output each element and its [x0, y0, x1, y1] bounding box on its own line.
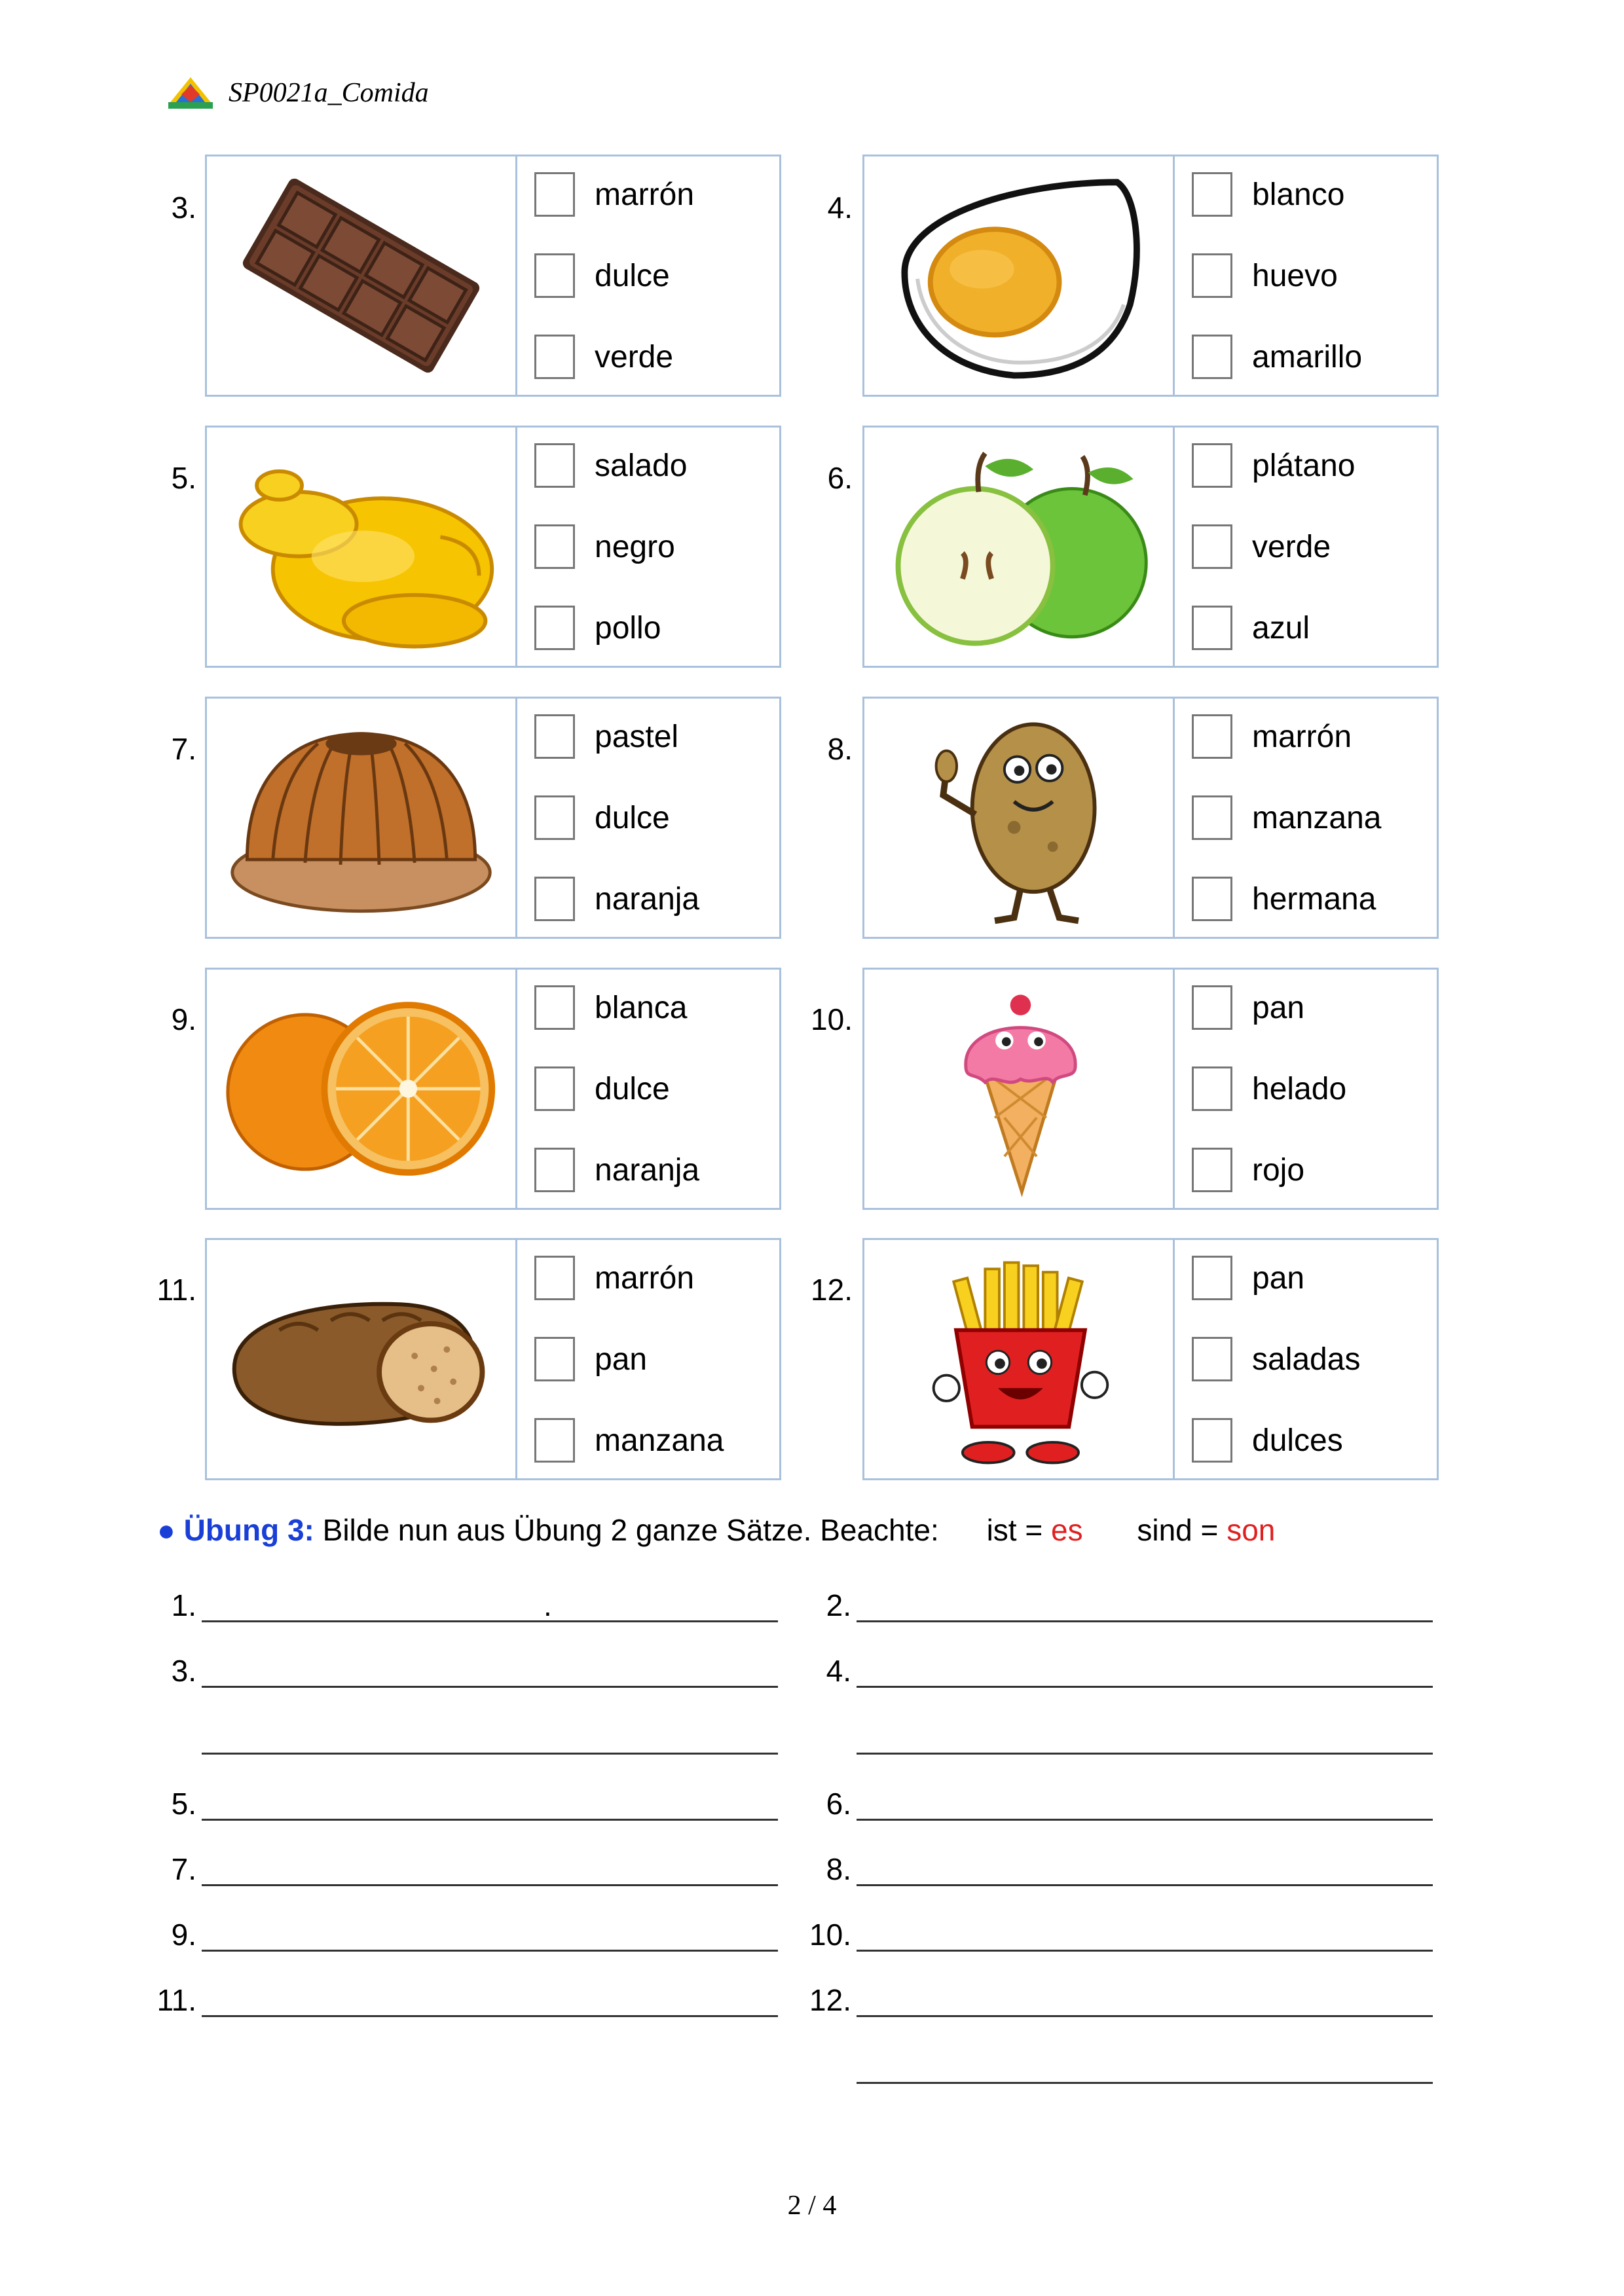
checkbox[interactable] — [534, 443, 575, 488]
potato-character-image — [864, 699, 1173, 937]
answer-line[interactable] — [857, 1686, 1433, 1688]
item-number: 8. — [827, 732, 853, 766]
answer-line[interactable] — [202, 2015, 778, 2017]
checkbox[interactable] — [1192, 606, 1232, 650]
checkbox[interactable] — [1192, 443, 1232, 488]
exercise-item-8 — [862, 697, 1439, 939]
option-row — [1192, 1253, 1304, 1303]
rule-ist: ist = — [986, 1513, 1043, 1547]
option-label: pan — [1252, 1260, 1305, 1296]
oranges-image — [207, 970, 515, 1208]
answer-line[interactable] — [202, 1620, 778, 1622]
food-picture — [207, 1240, 517, 1478]
answer-line[interactable] — [857, 2082, 1433, 2084]
bread-loaf-image — [207, 1240, 515, 1478]
checkbox[interactable] — [534, 1148, 575, 1192]
option-label: pollo — [595, 610, 661, 646]
option-row — [534, 1334, 647, 1384]
option-label: marrón — [595, 177, 695, 212]
option-row — [534, 1145, 699, 1195]
answer-line[interactable] — [857, 1950, 1433, 1952]
checkbox[interactable] — [534, 1418, 575, 1463]
checkbox[interactable] — [534, 1256, 575, 1300]
option-label: blanca — [595, 990, 688, 1025]
option-label: saladas — [1252, 1341, 1361, 1377]
answer-line[interactable] — [857, 1884, 1433, 1886]
item-number: 12. — [811, 1273, 853, 1307]
checkbox[interactable] — [534, 714, 575, 759]
line-dot: . — [544, 1588, 552, 1622]
option-row — [534, 793, 670, 843]
answer-line[interactable] — [202, 1686, 778, 1688]
item-number: 11. — [157, 1273, 196, 1307]
checkbox[interactable] — [534, 1337, 575, 1381]
option-label: huevo — [1252, 258, 1338, 293]
option-label: rojo — [1252, 1152, 1305, 1188]
document-title: SP0021a_Comida — [229, 78, 429, 108]
checkbox[interactable] — [1192, 253, 1232, 298]
option-row — [1192, 332, 1362, 382]
option-row — [1192, 874, 1376, 924]
option-row — [534, 1415, 724, 1465]
option-label: pan — [595, 1341, 648, 1377]
option-label: dulce — [595, 1071, 670, 1106]
option-row — [1192, 1145, 1304, 1195]
option-row — [534, 441, 687, 490]
option-row — [534, 251, 670, 301]
option-label: pastel — [595, 719, 679, 754]
roast-chicken-image — [207, 428, 515, 666]
option-row — [1192, 1064, 1346, 1114]
checkbox[interactable] — [1192, 335, 1232, 379]
checkbox[interactable] — [1192, 795, 1232, 840]
checkbox[interactable] — [1192, 877, 1232, 921]
line-number: 11. — [157, 1983, 196, 2017]
checkbox[interactable] — [1192, 985, 1232, 1030]
answer-line[interactable] — [857, 1753, 1433, 1755]
option-label: marrón — [595, 1260, 695, 1296]
answer-line[interactable] — [202, 1819, 778, 1821]
french-fries-image — [864, 1240, 1173, 1478]
checkbox[interactable] — [534, 1066, 575, 1111]
item-number: 4. — [827, 191, 853, 225]
exercise-item-9 — [205, 968, 781, 1210]
exercise-item-6 — [862, 426, 1439, 668]
page-header — [167, 73, 429, 113]
checkbox[interactable] — [1192, 172, 1232, 217]
page-number: 2 / 4 — [787, 2191, 837, 2221]
option-row — [1192, 603, 1310, 653]
option-row — [534, 712, 678, 761]
line-number: 6. — [826, 1787, 851, 1821]
answer-line[interactable] — [202, 1950, 778, 1952]
checkbox[interactable] — [534, 524, 575, 569]
checkbox[interactable] — [534, 253, 575, 298]
option-row — [1192, 712, 1352, 761]
option-label: verde — [1252, 529, 1331, 564]
option-label: dulces — [1252, 1423, 1343, 1458]
option-row — [1192, 793, 1381, 843]
option-label: naranja — [595, 881, 700, 917]
option-label: negro — [595, 529, 675, 564]
option-row — [534, 983, 687, 1032]
bundt-cake-image — [207, 699, 515, 937]
option-row — [534, 170, 694, 219]
checkbox[interactable] — [1192, 1256, 1232, 1300]
option-label: dulce — [595, 258, 670, 293]
option-row — [534, 874, 699, 924]
checkbox[interactable] — [534, 335, 575, 379]
line-number: 10. — [809, 1918, 851, 1952]
option-row — [1192, 1415, 1343, 1465]
rule-es: es — [1051, 1513, 1083, 1547]
answer-line[interactable] — [202, 1884, 778, 1886]
line-number: 12. — [809, 1983, 851, 2017]
rule-sind: sind = — [1137, 1513, 1219, 1547]
line-number: 1. — [171, 1588, 196, 1622]
rule-son: son — [1227, 1513, 1276, 1547]
option-row — [1192, 522, 1331, 572]
checkbox[interactable] — [534, 877, 575, 921]
checkbox[interactable] — [1192, 1148, 1232, 1192]
option-label: salado — [595, 448, 688, 483]
checkbox[interactable] — [534, 606, 575, 650]
exercise-item-5 — [205, 426, 781, 668]
food-picture — [864, 428, 1175, 666]
option-label: azul — [1252, 610, 1310, 646]
item-number: 3. — [171, 191, 196, 225]
option-label: verde — [595, 339, 674, 374]
food-picture — [207, 699, 517, 937]
exercise-item-10 — [862, 968, 1439, 1210]
exercise-item-7 — [205, 697, 781, 939]
food-picture — [864, 699, 1175, 937]
checkbox[interactable] — [1192, 714, 1232, 759]
option-label: manzana — [595, 1423, 724, 1458]
line-number: 2. — [826, 1588, 851, 1622]
answer-line[interactable] — [857, 1819, 1433, 1821]
green-apples-image — [864, 428, 1173, 666]
food-picture — [864, 970, 1175, 1208]
exercise-item-12 — [862, 1238, 1439, 1480]
option-row — [1192, 170, 1344, 219]
item-number: 6. — [827, 461, 853, 495]
option-row — [534, 522, 675, 572]
food-picture — [207, 970, 517, 1208]
line-number: 5. — [171, 1787, 196, 1821]
option-label: amarillo — [1252, 339, 1363, 374]
option-label: plátano — [1252, 448, 1356, 483]
exercise-label: Übung 3: — [183, 1513, 314, 1547]
option-label: marrón — [1252, 719, 1352, 754]
food-picture — [864, 1240, 1175, 1478]
option-label: blanco — [1252, 177, 1345, 212]
exercise-item-3 — [205, 155, 781, 397]
option-label: dulce — [595, 800, 670, 835]
line-number: 9. — [171, 1918, 196, 1952]
option-row — [534, 603, 661, 653]
instruction-text: Bilde nun aus Übung 2 ganze Sätze. Beachte: — [322, 1513, 939, 1547]
option-row — [1192, 1334, 1360, 1384]
option-row — [1192, 983, 1304, 1032]
item-number: 9. — [171, 1002, 196, 1036]
boiled-egg-image — [864, 156, 1173, 395]
ice-cream-cone-image — [864, 970, 1173, 1208]
chocolate-bar-image — [207, 156, 515, 395]
option-row — [1192, 251, 1338, 301]
line-number: 4. — [826, 1654, 851, 1688]
option-label: manzana — [1252, 800, 1382, 835]
checkbox[interactable] — [534, 985, 575, 1030]
item-number: 10. — [811, 1002, 853, 1036]
food-picture — [864, 156, 1175, 395]
logo-icon — [167, 76, 214, 110]
line-number: 3. — [171, 1654, 196, 1688]
exercise-item-11 — [205, 1238, 781, 1480]
exercise-item-4 — [862, 155, 1439, 397]
checkbox[interactable] — [1192, 1066, 1232, 1111]
line-number: 8. — [826, 1852, 851, 1886]
answer-line[interactable] — [202, 1753, 778, 1755]
item-number: 7. — [171, 732, 196, 766]
option-label: naranja — [595, 1152, 700, 1188]
checkbox[interactable] — [534, 172, 575, 217]
exercise-3-instruction — [157, 1512, 1275, 1548]
answer-line[interactable] — [857, 2015, 1433, 2017]
food-picture — [207, 428, 517, 666]
checkbox[interactable] — [1192, 1337, 1232, 1381]
checkbox[interactable] — [1192, 1418, 1232, 1463]
answer-line[interactable] — [857, 1620, 1433, 1622]
checkbox[interactable] — [534, 795, 575, 840]
option-label: pan — [1252, 990, 1305, 1025]
item-number: 5. — [171, 461, 196, 495]
checkbox[interactable] — [1192, 524, 1232, 569]
option-row — [534, 332, 673, 382]
bullet: ● — [157, 1513, 175, 1547]
food-picture — [207, 156, 517, 395]
option-label: hermana — [1252, 881, 1376, 917]
option-row — [534, 1253, 694, 1303]
line-number: 7. — [171, 1852, 196, 1886]
option-row — [534, 1064, 670, 1114]
option-label: helado — [1252, 1071, 1347, 1106]
option-row — [1192, 441, 1355, 490]
